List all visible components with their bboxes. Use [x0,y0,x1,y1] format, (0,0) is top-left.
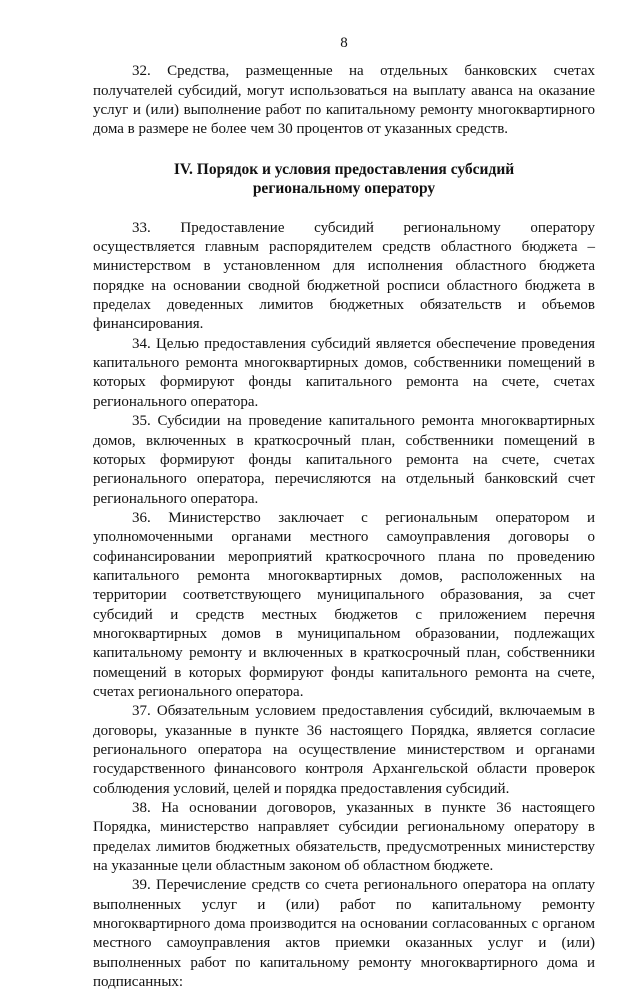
section-heading [93,160,595,199]
document-page [93,34,595,992]
paragraph-37: 37. Обязательным условием предоставления субсидий, включаемым в договоры, указанные в пункте 36 настоящего Порядка, является согласие регионального оператора на осуществление министерством и органами государственного финансового контроля Архангельской области проверок соблюдения условий, целей и порядка предоставления субсидий. [93,703,595,797]
paragraph-36: 36. Министерство заключает с региональным оператором и уполномоченными органами местного самоуправления договоры о софинансировании мероприятий краткосрочного плана по проведению капитального ремонта многоквартирных домов, расположенных на территории соответствующего муниципального образования, за счет субсидий и средств местных бюджетов с приложением перечня многоквартирных домов в муниципальном образовании, подлежащих капитальному ремонту и включенных в краткосрочный план, собственники помещений в которых формируют фонды капитального ремонта на счете, счетах регионального оператора. [93,509,595,700]
paragraph-35: 35. Субсидии на проведение капитального ремонта многоквартирных домов, включенных в краткосрочный план, собственники помещений в которых формируют фонды капитального ремонта на счете, счетах регионального оператора, перечисляются на отдельный банковский счет регионального оператора. [93,413,595,507]
page-number: 8 [340,35,348,51]
paragraph-34: 34. Целью предоставления субсидий является обеспечение проведения капитального ремонта многоквартирных домов, собственники помещений в которых формируют фонды капитального ремонта на счете, счетах регионального оператора. [93,335,595,410]
paragraph-32: 32. Средства, размещенные на отдельных банковских счетах получателей субсидий, могут использоваться на выплату аванса на оказание услуг и (или) выполнение работ по капитальному ремонту многоквартирного дома в размере не более чем 30 процентов от указанных средств. [93,63,595,138]
section-heading-line-2: региональному оператору [252,180,436,198]
section-heading-line-1: IV. Порядок и условия предоставления субсидий [173,160,515,178]
paragraph-39: 39. Перечисление средств со счета регионального оператора на оплату выполненных услуг и (или) работ по капитальному ремонту многоквартирного дома производится на основании согласованных с органом местного самоуправления актов приемки оказанных услуг и (или) выполненных работ по капитальному ремонту многоквартирного дома и подписанных: [93,877,595,991]
paragraph-33: 33. Предоставление субсидий региональному оператору осуществляется главным распорядителем средств областного бюджета – министерством в установленном для исполнения областного бюджета порядке на основании сводной бюджетной росписи областного бюджета в пределах доведенных лимитов бюджетных обязательств и объемов финансирования. [93,219,595,333]
paragraph-38: 38. На основании договоров, указанных в пункте 36 настоящего Порядка, министерство направляет субсидии региональному оператору в пределах лимитов бюджетных обязательств, предусмотренных министерству на указанные цели областным законом об областном бюджете. [93,800,595,875]
